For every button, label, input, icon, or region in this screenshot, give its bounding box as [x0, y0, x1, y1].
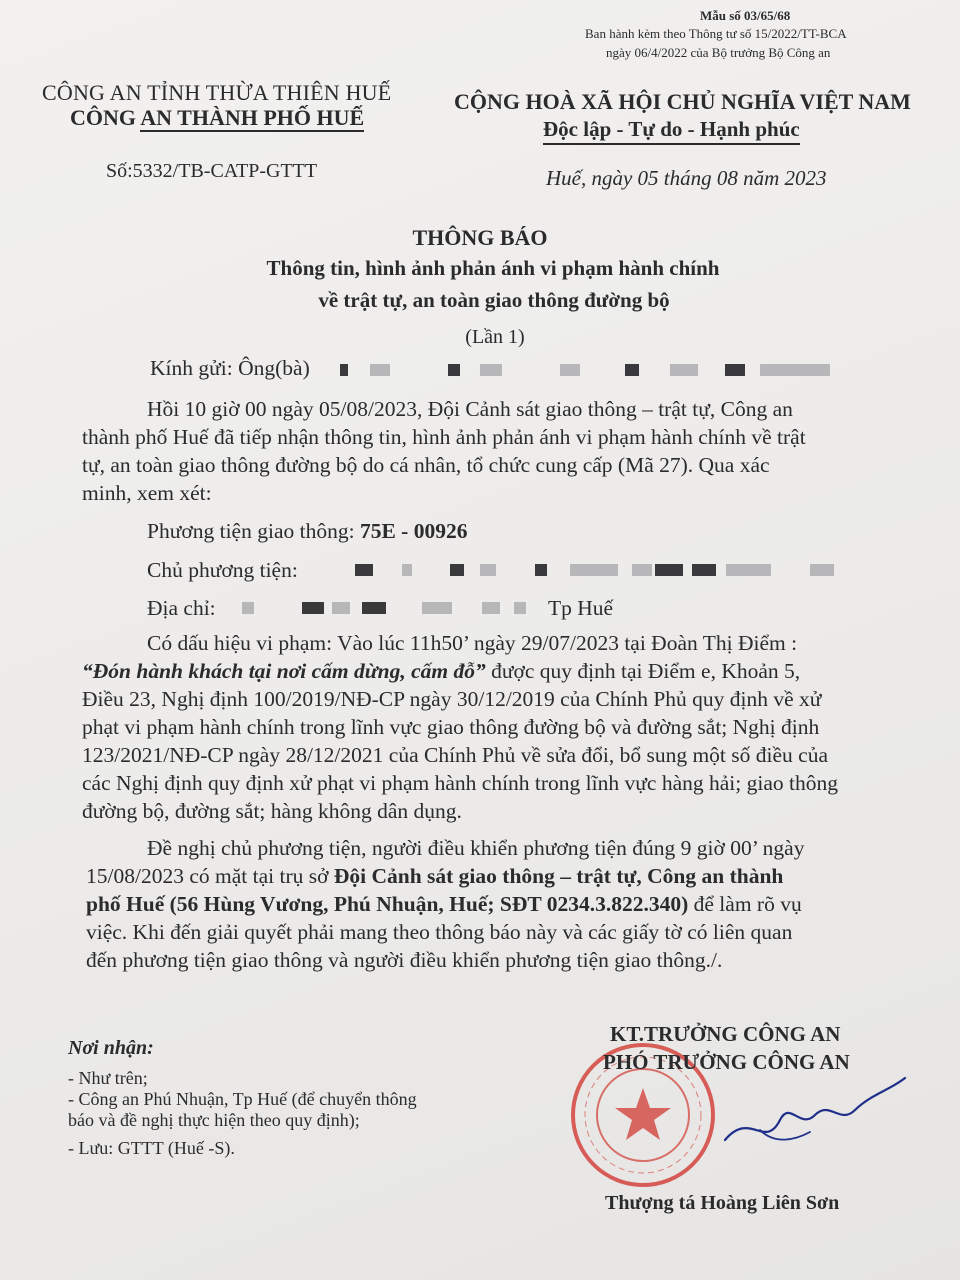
request-line-3	[86, 892, 802, 917]
request-line-3-rest: để làm rõ vụ	[688, 892, 802, 916]
request-line-4: việc. Khi đến giải quyết phải mang theo thông báo này và các giấy tờ có liên quan	[86, 920, 793, 944]
place-and-date: Huế, ngày 05 tháng 08 năm 2023	[546, 166, 827, 190]
vehicle-plate-label: Phương tiện giao thông:	[147, 519, 360, 543]
violation-line-7: đường bộ, đường sắt; hàng không dân dụng.	[82, 799, 462, 823]
document-subtitle-2: về trật tự, an toàn giao thông đường bộ	[318, 288, 670, 312]
form-number: Mẫu số 03/65/68	[700, 8, 791, 23]
parent-agency: CÔNG AN TỈNH THỪA THIÊN HUẾ	[42, 80, 392, 105]
signature-title-1: KT.TRƯỞNG CÔNG AN	[610, 1022, 841, 1046]
document-number: Số:5332/TB-CATP-GTTT	[106, 160, 318, 182]
violation-line-5: 123/2021/NĐ-CP ngày 28/12/2021 của Chính Phủ về sửa đổi, bổ sung một số điều của	[82, 743, 828, 767]
request-line-2-a: 15/08/2023 có mặt tại trụ sở	[86, 864, 334, 888]
national-motto: Độc lập - Tự do - Hạnh phúc	[543, 117, 800, 145]
violation-line-3: Điều 23, Nghị định 100/2019/NĐ-CP ngày 30/12/2019 của Chính Phủ quy định về xử	[82, 687, 822, 711]
request-line-1: Đề nghị chủ phương tiện, người điều khiển phương tiện đúng 9 giờ 00’ ngày	[147, 836, 805, 860]
request-line-5: đến phương tiện giao thông và người điều khiển phương tiện giao thông./.	[86, 948, 723, 972]
violation-line-6: các Nghị định quy định xử phạt vi phạm hành chính trong lĩnh vực hàng hải; giao thông	[82, 771, 838, 795]
notice-round: (Lần 1)	[465, 326, 525, 348]
issuing-agency-part-1: CÔNG	[70, 105, 141, 130]
violation-line-2-rest: được quy định tại Điểm e, Khoản 5,	[485, 659, 801, 683]
national-title: CỘNG HOÀ XÃ HỘI CHỦ NGHĨA VIỆT NAM	[454, 89, 911, 114]
violation-line-1: Có dấu hiệu vi phạm: Vào lúc 11h50’ ngày 29/07/2023 tại Đoàn Thị Điểm :	[147, 631, 798, 655]
recipient-item-1: - Như trên;	[68, 1068, 148, 1088]
recipients-heading: Nơi nhận:	[68, 1037, 154, 1059]
intro-line-2: thành phố Huế đã tiếp nhận thông tin, hình ảnh phản ánh vi phạm hành chính về trật	[82, 425, 806, 449]
intro-line-3: tự, an toàn giao thông đường bộ do cá nhân, tổ chức cung cấp (Mã 27). Qua xác	[82, 453, 770, 477]
request-office-address: phố Huế (56 Hùng Vương, Phú Nhuận, Huế; SĐT 0234.3.822.340)	[86, 892, 689, 916]
violation-line-2	[82, 659, 800, 684]
redacted-recipient-name	[340, 364, 840, 376]
vehicle-plate-row	[147, 519, 467, 544]
request-line-2	[86, 864, 783, 889]
intro-line-4: minh, xem xét:	[82, 481, 212, 505]
issuing-agency	[70, 105, 364, 131]
form-issued-line-1: Ban hành kèm theo Thông tư số 15/2022/TT-BCA	[585, 26, 847, 41]
intro-line-1: Hồi 10 giờ 00 ngày 05/08/2023, Đội Cảnh sát giao thông – trật tự, Công an	[147, 397, 793, 421]
violation-act: “Đón hành khách tại nơi cấm dừng, cấm đỗ”	[82, 659, 486, 683]
vehicle-plate-number: 75E - 00926	[359, 519, 468, 543]
redacted-owner-name	[340, 564, 840, 576]
violation-line-4: phạt vi phạm hành chính trong lĩnh vực giao thông đường bộ và đường sắt; Nghị định	[82, 715, 820, 739]
recipient-item-2b: báo và đề nghị thực hiện theo quy định);	[68, 1110, 360, 1130]
form-issued-line-2: ngày 06/4/2022 của Bộ trưởng Bộ Công an	[606, 45, 831, 60]
issuing-agency-part-2: AN THÀNH	[140, 105, 264, 130]
recipient-item-2a: - Công an Phú Nhuận, Tp Huế (để chuyển thông	[68, 1089, 417, 1109]
redacted-address	[242, 602, 532, 614]
document-subtitle-1: Thông tin, hình ảnh phản ánh vi phạm hành chính	[266, 256, 720, 280]
handwritten-signature	[720, 1070, 910, 1170]
signature-title-2: PHÓ TRƯỞNG CÔNG AN	[603, 1050, 850, 1074]
recipient-item-3: - Lưu: GTTT (Huế -S).	[68, 1138, 235, 1158]
signer-name: Thượng tá Hoàng Liên Sơn	[605, 1192, 840, 1214]
vehicle-owner-label: Chủ phương tiện:	[147, 558, 298, 582]
address-city: Tp Huế	[548, 596, 614, 620]
issuing-agency-part-3: PHỐ HUẾ	[263, 105, 365, 130]
address-label: Địa chỉ:	[147, 596, 216, 620]
document-title: THÔNG BÁO	[412, 225, 548, 250]
recipient-label: Kính gửi: Ông(bà)	[150, 356, 310, 380]
request-line-2-b: Đội Cảnh sát giao thông – trật tự, Công an thành	[333, 864, 784, 888]
